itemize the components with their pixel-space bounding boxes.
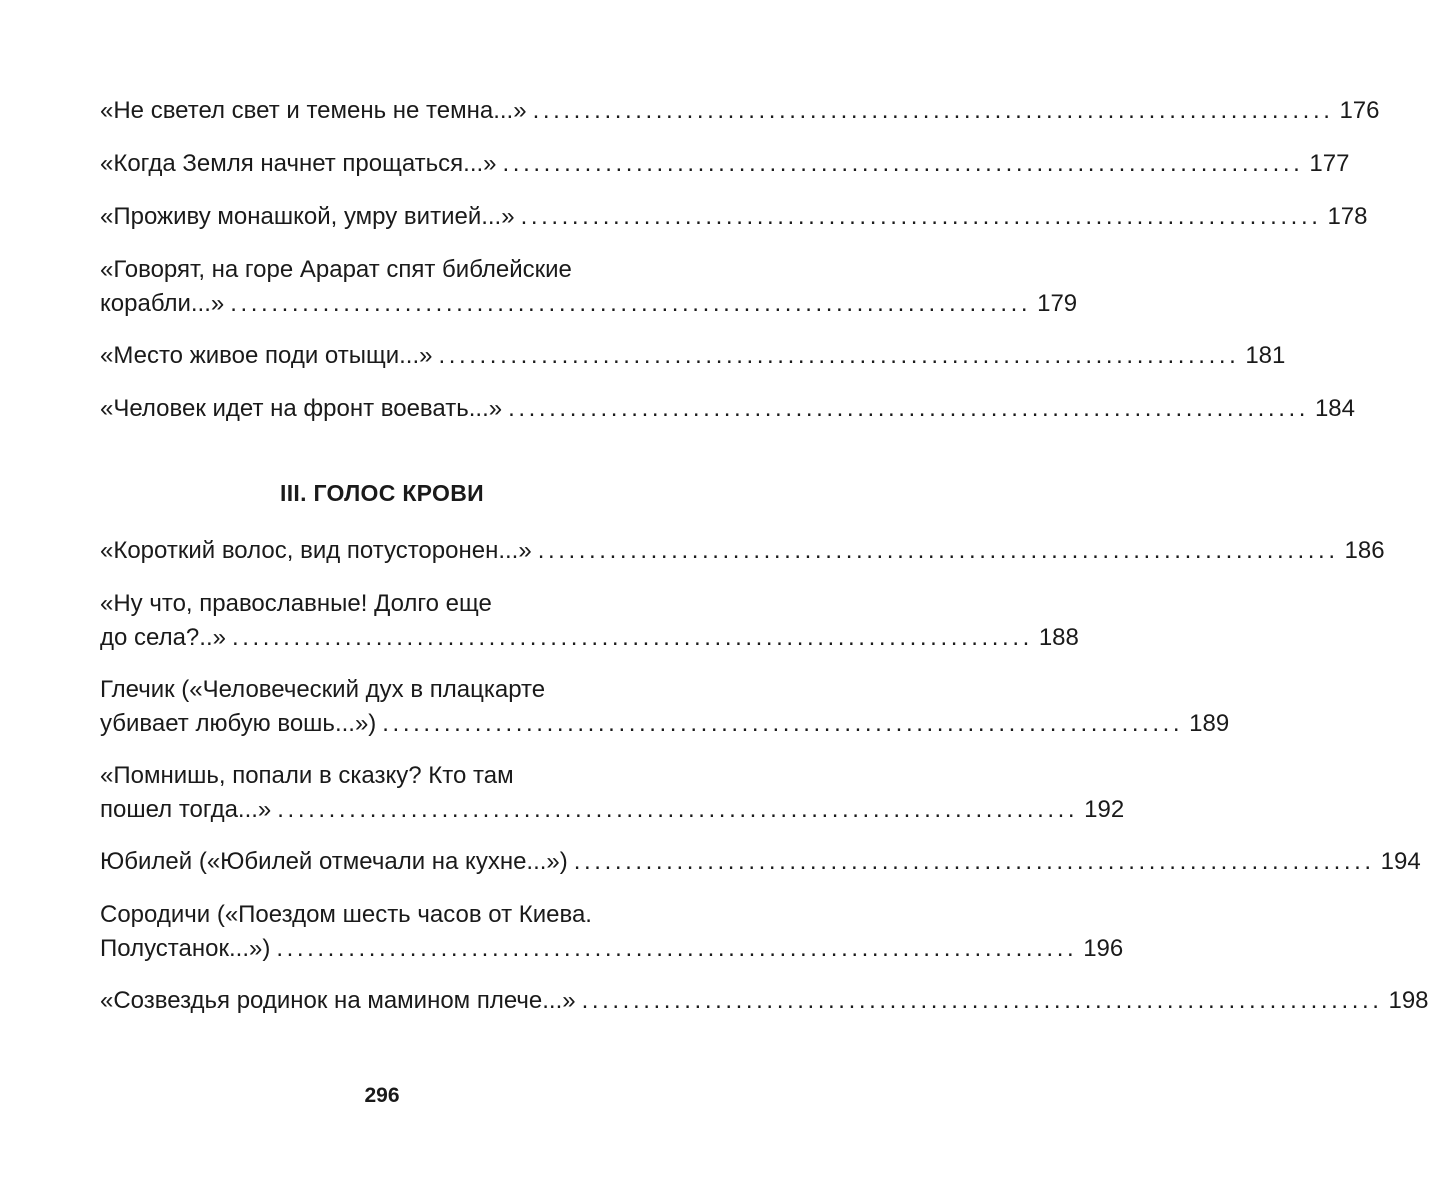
dot-leader: .............................................................................. xyxy=(231,624,1033,651)
toc-entry xyxy=(100,898,1124,966)
toc-entry-line xyxy=(100,932,1124,966)
toc-entry-page: 177 xyxy=(1309,150,1350,177)
dot-leader: .............................................................................. xyxy=(532,97,1334,124)
toc-entry-line xyxy=(100,253,663,287)
toc-entry-page: 196 xyxy=(1083,935,1124,962)
toc-entry-page: 179 xyxy=(1037,290,1078,317)
toc-entry-title: «Говорят, на горе Арарат спят библейские xyxy=(100,256,572,283)
toc-entry-line xyxy=(100,984,1429,1018)
toc-entry-line xyxy=(100,392,1355,426)
dot-leader: .............................................................................. xyxy=(581,987,1383,1014)
toc-entry-line xyxy=(100,534,1385,568)
toc-entry-title: «Человек идет на фронт воевать...» xyxy=(100,395,503,422)
toc-entry xyxy=(100,587,1079,655)
toc-entry xyxy=(100,759,1125,827)
dot-leader: .............................................................................. xyxy=(520,203,1322,230)
toc-entry xyxy=(100,673,1230,741)
toc-entry-line xyxy=(100,94,1380,128)
toc-entry-line xyxy=(100,793,1125,827)
toc-entry xyxy=(100,392,1355,426)
toc-entry xyxy=(100,147,1350,181)
toc-entry xyxy=(100,94,1380,128)
toc-entry-page: 176 xyxy=(1339,97,1380,124)
dot-leader: .............................................................................. xyxy=(382,710,1184,737)
toc-entry xyxy=(100,253,1078,321)
toc-entry-line xyxy=(100,707,1230,741)
dot-leader: .............................................................................. xyxy=(537,537,1339,564)
toc-entry-title-continued: до села?..» xyxy=(100,624,226,651)
toc-entry-page: 189 xyxy=(1189,710,1230,737)
toc-entry-line xyxy=(100,147,1350,181)
toc-entry-title: «Место живое поди отыщи...» xyxy=(100,342,433,369)
toc-entry-line xyxy=(100,759,663,793)
toc-entry-line xyxy=(100,673,663,707)
toc-entry-page: 198 xyxy=(1388,987,1429,1014)
toc-entry-page: 194 xyxy=(1380,848,1421,875)
toc-entry-page: 192 xyxy=(1084,796,1125,823)
toc-entry xyxy=(100,200,1368,234)
toc-entry-line xyxy=(100,621,1079,655)
toc-entry-title: «Короткий волос, вид потусторонен...» xyxy=(100,537,532,564)
dot-leader: .............................................................................. xyxy=(438,342,1240,369)
dot-leader: .............................................................................. xyxy=(276,935,1078,962)
toc-entry-line xyxy=(100,587,663,621)
toc-entry xyxy=(100,534,1385,568)
toc-entry-title: «Ну что, православные! Долго еще xyxy=(100,590,492,617)
toc-entry-line xyxy=(100,287,1078,321)
toc-entry-title: «Проживу монашкой, умру витией...» xyxy=(100,203,515,230)
toc-entry-title: Сородичи («Поездом шесть часов от Киева. xyxy=(100,901,592,928)
section-heading: III. ГОЛОС КРОВИ xyxy=(280,480,484,506)
toc-entry xyxy=(100,984,1429,1018)
toc-entry-title: Глечик («Человеческий дух в плацкарте xyxy=(100,676,546,703)
page-number: 296 xyxy=(364,1084,400,1107)
toc-entry-page: 186 xyxy=(1344,537,1385,564)
dot-leader: .............................................................................. xyxy=(502,150,1304,177)
toc-entry-line xyxy=(100,898,663,932)
toc-entry-page: 184 xyxy=(1314,395,1355,422)
toc-entry-page: 188 xyxy=(1038,624,1079,651)
toc-entry-title-continued: корабли...» xyxy=(100,290,225,317)
toc-entry-title-continued: убивает любую вошь...») xyxy=(100,710,377,737)
toc-entry xyxy=(100,339,1286,373)
toc-entry-line xyxy=(100,339,1286,373)
dot-leader: .............................................................................. xyxy=(277,796,1079,823)
toc-entry-line xyxy=(100,200,1368,234)
toc-entry-title: «Созвездья родинок на мамином плече...» xyxy=(100,987,576,1014)
toc-entry-title-continued: Полустанок...») xyxy=(100,935,271,962)
toc-entry xyxy=(100,845,1421,879)
toc-entry-page: 178 xyxy=(1327,203,1368,230)
dot-leader: .............................................................................. xyxy=(508,395,1309,422)
toc-entry-title: «Не светел свет и темень не темна...» xyxy=(100,97,527,124)
toc-entry-line xyxy=(100,845,1421,879)
toc-entry-title: «Помнишь, попали в сказку? Кто там xyxy=(100,762,514,789)
toc-entry-title: «Когда Земля начнет прощаться...» xyxy=(100,150,497,177)
dot-leader: .............................................................................. xyxy=(573,848,1375,875)
toc-entry-title-continued: пошел тогда...» xyxy=(100,796,272,823)
dot-leader: .............................................................................. xyxy=(230,290,1032,317)
toc-entry-title: Юбилей («Юбилей отмечали на кухне...») xyxy=(100,848,568,875)
toc-entry-page: 181 xyxy=(1245,342,1286,369)
